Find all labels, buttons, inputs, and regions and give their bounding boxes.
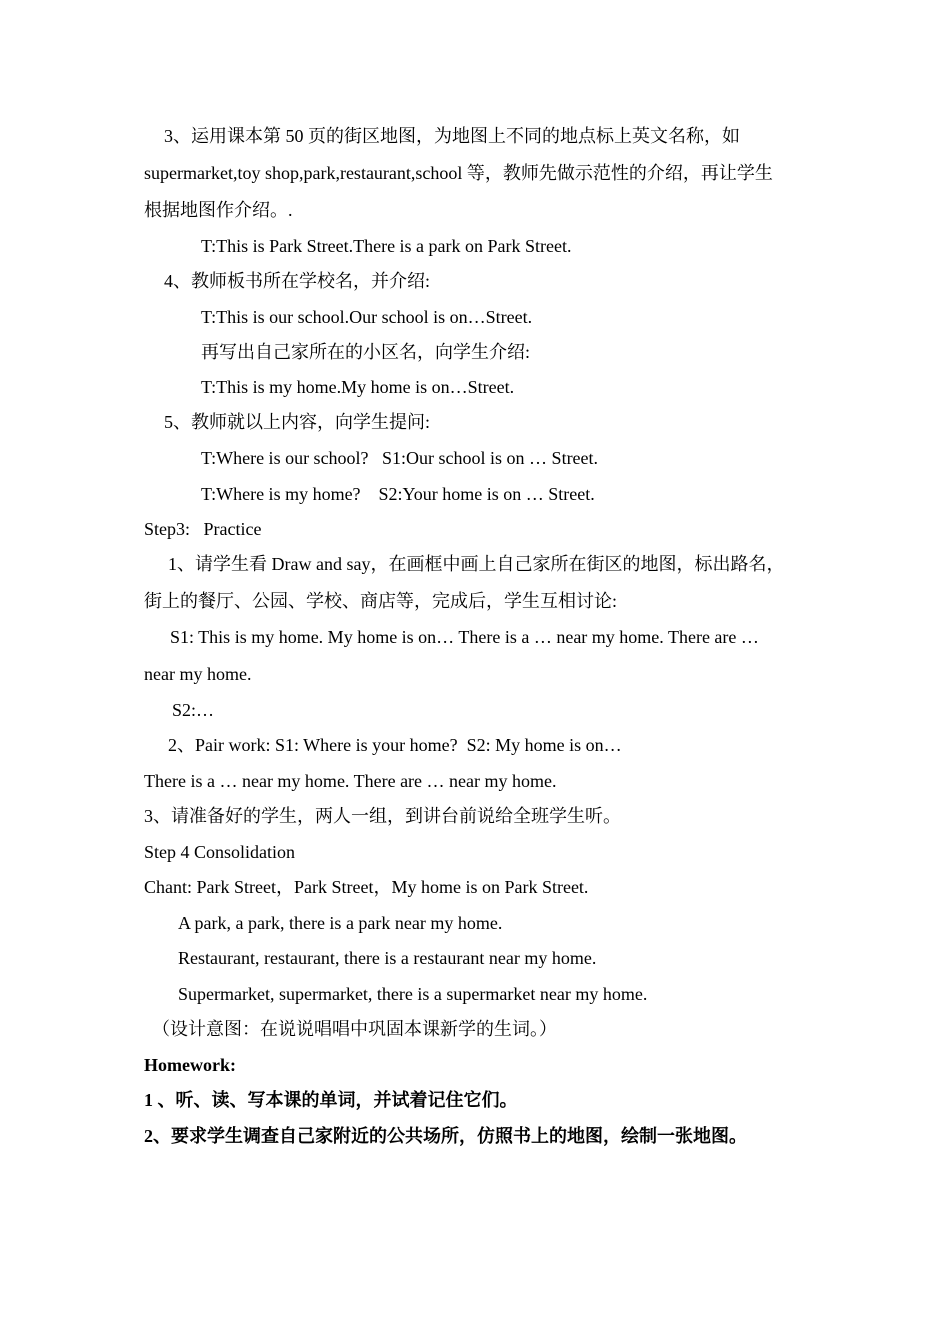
write-home-line: 再写出自己家所在的小区名，向学生介绍: [201, 342, 530, 362]
dialogue-s1-line1: S1: This is my home. My home is on… There is a … near my home. There are … [170, 627, 759, 647]
teacher-line-home: T:This is my home.My home is on…Street. [201, 377, 515, 397]
step3-item1-line2: 街上的餐厅、公园、学校、商店等，完成后，学生互相讨论: [144, 591, 617, 611]
chant-line: Chant: Park Street，Park Street，My home is on Park Street. [144, 877, 589, 897]
design-intent-note: （设计意图：在说说唱唱中巩固本课新学的生词。） [152, 1019, 557, 1039]
chant-park-line: A park, a park, there is a park near my home. [178, 913, 503, 933]
chant-restaurant-line: Restaurant, restaurant, there is a restaurant near my home. [178, 948, 597, 968]
step3-item1-line1: 1、请学生看 Draw and say，在画框中画上自己家所在街区的地图，标出路名， [168, 554, 785, 574]
qa-home-line: T:Where is my home? S2:Your home is on … Street. [201, 484, 595, 504]
step3-item2-line1: 2、Pair work: S1: Where is your home? S2: My home is on… [168, 735, 622, 755]
teacher-line-park: T:This is Park Street.There is a park on Park Street. [201, 236, 572, 256]
step2-item3-line1: 3、运用课本第 50 页的街区地图，为地图上不同的地点标上英文名称，如 [164, 126, 740, 146]
step2-item4: 4、教师板书所在学校名，并介绍: [164, 271, 430, 291]
step2-item5: 5、教师就以上内容，向学生提问: [164, 412, 430, 432]
chant-supermarket-line: Supermarket, supermarket, there is a supermarket near my home. [178, 984, 648, 1004]
step2-item3-line3: 根据地图作介绍。. [144, 200, 293, 220]
step3-heading: Step3: Practice [144, 519, 262, 539]
homework-item2: 2、要求学生调查自己家附近的公共场所，仿照书上的地图，绘制一张地图。 [144, 1126, 747, 1146]
step4-heading: Step 4 Consolidation [144, 842, 296, 862]
step3-item3: 3、请准备好的学生，两人一组，到讲台前说给全班学生听。 [144, 806, 621, 826]
dialogue-s1-line2: near my home. [144, 664, 252, 684]
step3-item2-line2: There is a … near my home. There are … near my home. [144, 771, 557, 791]
dialogue-s2: S2:… [172, 700, 215, 720]
homework-item1: 1 、听、读、写本课的单词，并试着记住它们。 [144, 1090, 518, 1110]
teacher-line-school: T:This is our school.Our school is on…Street. [201, 307, 533, 327]
qa-school-line: T:Where is our school? S1:Our school is on … Street. [201, 448, 599, 468]
step2-item3-line2: supermarket,toy shop,park,restaurant,school 等，教师先做示范性的介绍，再让学生 [144, 163, 773, 183]
homework-heading: Homework: [144, 1055, 236, 1075]
